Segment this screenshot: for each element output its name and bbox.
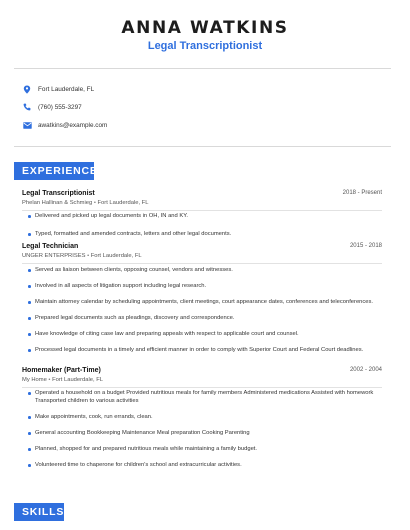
job-dates: 2018 - Present [342,190,382,196]
envelope-icon [22,120,32,130]
email-text: awatkins@example.com [38,121,108,129]
bullet-item: Planned, shopped for and prepared nutritious meals while maintaining a family budget. [28,445,382,453]
bullet-item: Delivered and picked up legal documents in OH, IN and KY. [28,212,382,220]
job-entry [22,243,382,264]
job-dates: 2015 - 2018 [349,243,382,249]
contact-location [22,83,94,95]
experience-heading: EXPERIENCE [14,162,94,180]
bullet-item: Prepared legal documents such as pleadings, discovery and correspondence. [28,314,382,322]
job-entry [22,367,382,388]
contact-divider [14,146,391,147]
job-divider [22,387,382,388]
location-text: Fort Lauderdale, FL [38,85,95,93]
job-title: Legal Technician [22,243,79,250]
company-name: My Home [22,377,47,383]
job-bullets [28,266,382,354]
map-pin-icon [22,84,32,94]
candidate-title: Legal Transcriptionist [147,40,263,52]
company-location: Fort Lauderdale, FL [97,200,149,206]
job-employer: Phelan Hallinan & Schmieg • Fort Lauderdale, FL [22,200,149,206]
bullet-item: Involved in all aspects of litigation support including legal research. [28,282,382,290]
bullet-item: Processed legal documents in a timely and efficient manner in order to comply with Superior Court and Federal Court deadlines. [28,346,382,354]
job-entry [22,190,382,211]
job-divider [22,263,382,264]
job-employer: UNGER ENTERPRISES • Fort Lauderdale, FL [22,253,142,259]
bullet-item: Typed, formatted and amended contracts, letters and other legal documents. [28,230,382,238]
candidate-name: ANNA WATKINS [121,18,289,38]
bullet-item: General accounting Bookkeeping Maintenance Meal preparation Cooking Parenting [28,429,382,437]
bullet-item: Operated a household on a budget Provided nutritious meals for family members Administered medications Assisted with homework Transported children to various activities [28,389,382,405]
company-location: Fort Lauderdale, FL [90,253,142,259]
skills-heading: SKILLS [14,503,64,521]
bullet-item: Have knowledge of citing case law and preparing appeals with respect to applicable court and counsel. [28,330,382,338]
bullet-item: Served as liaison between clients, opposing counsel, vendors and witnesses. [28,266,382,274]
job-title: Legal Transcriptionist [22,190,95,197]
job-bullets [28,389,382,469]
job-bullets [28,212,382,238]
bullet-item: Maintain attorney calendar by scheduling appointments, client meetings, court appearance dates, conferences and teleconferences. [28,298,382,306]
phone-text: (760) 555-3297 [38,103,82,111]
contact-phone[interactable] [22,101,82,113]
company-name: Phelan Hallinan & Schmieg [22,200,93,206]
job-employer: My Home • Fort Lauderdale, FL [22,377,103,383]
phone-icon [22,102,32,112]
company-location: Fort Lauderdale, FL [52,377,103,383]
bullet-item: Volunteered time to chaperone for children's school and extracurricular activities. [28,461,382,469]
job-divider [22,210,382,211]
job-title: Homemaker (Part-Time) [22,367,101,374]
company-name: UNGER ENTERPRISES [22,253,86,259]
header-divider [14,68,391,69]
contact-email[interactable] [22,119,107,131]
bullet-item: Make appointments, cook, run errands, clean. [28,413,382,421]
job-dates: 2002 - 2004 [349,367,382,373]
